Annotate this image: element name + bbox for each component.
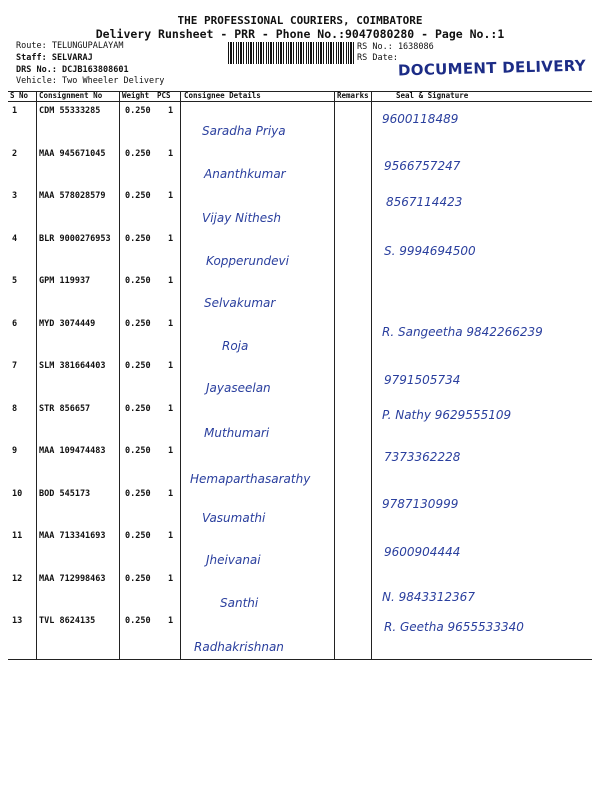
pieces-count: 1 [168,276,174,286]
weight-value: 0.250 [125,191,151,201]
table-row [8,612,592,653]
weight-value: 0.250 [125,106,151,116]
consignee-handwriting: Vijay Nithesh [202,211,282,225]
serial-number: 5 [12,276,18,286]
serial-number: 10 [12,488,23,499]
consignment-number: GPM 119937 [39,276,91,286]
pieces-count: 1 [168,488,174,499]
consignment-number: STR 856657 [39,403,91,414]
col-sno: S No [10,91,29,100]
pieces-count: 1 [168,573,174,584]
table-row [8,570,592,611]
consignment-number: CDM 55333285 [39,106,101,116]
serial-number: 2 [12,148,18,159]
col-consignee: Consignee Details [184,91,261,100]
signature-handwriting: 9566757247 [384,158,461,173]
weight-value: 0.250 [125,148,151,159]
vehicle-label: Vehicle: Two Wheeler Delivery [16,76,165,86]
table-row [8,442,592,486]
signature-handwriting: 9600904444 [384,545,461,559]
consignee-handwriting: Kopperundevi [206,253,289,268]
serial-number: 3 [12,191,18,201]
serial-number: 9 [12,446,18,456]
consignee-handwriting: Jayaseelan [206,381,271,395]
consignee-handwriting: Hemaparthasarathy [190,472,311,486]
weight-value: 0.250 [125,446,151,456]
pieces-count: 1 [168,403,174,414]
col-consignment: Consignment No [39,91,103,100]
table-row [8,230,592,271]
pieces-count: 1 [168,616,174,626]
consignment-number: MYD 3074449 [39,318,96,329]
weight-value: 0.250 [125,403,151,414]
weight-value: 0.250 [125,276,151,286]
col-pcs: PCS [157,91,171,100]
drs-label: DRS No.: DCJB163808601 [16,65,129,75]
pieces-count: 1 [168,318,174,329]
table-row [8,315,592,356]
consignment-number: TVL 8624135 [39,616,96,626]
consignment-number: MAA 109474483 [39,446,106,456]
weight-value: 0.250 [125,616,151,626]
consignee-handwriting: Roja [222,338,249,353]
pieces-count: 1 [168,361,174,371]
consignee-handwriting: Vasumathi [202,510,266,525]
consignment-number: SLM 381664403 [39,361,106,371]
table-row [8,102,592,143]
rs-date: RS Date: [357,53,398,63]
signature-handwriting: 8567114423 [386,195,463,209]
route-label: Route: TELUNGUPALAYAM [16,41,124,51]
signature-handwriting: 9791505734 [384,373,461,387]
weight-value: 0.250 [125,318,151,329]
table-row [8,527,592,568]
serial-number: 7 [12,361,18,371]
weight-value: 0.250 [125,573,151,584]
pieces-count: 1 [168,106,174,116]
weight-value: 0.250 [125,531,151,541]
barcode [228,42,354,64]
consignment-number: MAA 578028579 [39,191,106,201]
pieces-count: 1 [168,191,174,201]
serial-number: 13 [12,616,23,626]
serial-number: 1 [12,106,18,116]
table-row [8,485,592,526]
serial-number: 4 [12,233,18,244]
consignment-number: BOD 545173 [39,488,91,499]
weight-value: 0.250 [125,488,151,499]
col-weight: Weight [122,91,150,100]
company-title: THE PROFESSIONAL COURIERS, COIMBATORE [177,14,423,27]
serial-number: 12 [12,573,23,584]
consignment-number: BLR 9000276953 [39,233,111,244]
signature-handwriting: S. 9994694500 [384,243,476,258]
signature-handwriting: R. Sangeetha 9842266239 [382,324,543,339]
col-signature: Seal & Signature [396,91,469,100]
consignee-handwriting: Selvakumar [204,296,276,310]
consignee-handwriting: Saradha Priya [202,124,286,138]
consignee-handwriting: Santhi [220,595,259,610]
signature-handwriting: 9600118489 [382,112,459,126]
signature-handwriting: P. Nathy 9629555109 [382,407,512,422]
pieces-count: 1 [168,531,174,541]
pieces-count: 1 [168,446,174,456]
consignee-handwriting: Jheivanai [206,553,261,567]
signature-handwriting: 7373362228 [384,450,461,464]
runsheet-subtitle: Delivery Runsheet - PRR - Phone No.:9047080280 - Page No.:1 [95,27,505,41]
consignment-number: MAA 712998463 [39,573,106,584]
weight-value: 0.250 [125,361,151,371]
consignee-handwriting: Muthumari [204,425,270,440]
consignee-handwriting: Ananthkumar [204,166,286,181]
table-row [8,187,592,228]
serial-number: 11 [12,531,23,541]
signature-handwriting: R. Geetha 9655533340 [384,620,524,634]
rs-number: RS No.: 1638086 [357,42,434,52]
pieces-count: 1 [168,148,174,159]
table-row [8,400,592,441]
col-remarks: Remarks [337,91,369,100]
weight-value: 0.250 [125,233,151,244]
table-row [8,357,592,398]
pieces-count: 1 [168,233,174,244]
serial-number: 8 [12,403,18,414]
table-row [8,145,592,186]
consignment-number: MAA 713341693 [39,531,106,541]
document-delivery-stamp: DOCUMENT DELIVERY [397,56,587,80]
table-row [8,272,592,313]
consignment-number: MAA 945671045 [39,148,106,159]
table-bottom-border [8,659,592,660]
staff-label: Staff: SELVARAJ [16,53,93,63]
signature-handwriting: N. 9843312367 [382,589,475,604]
serial-number: 6 [12,318,18,329]
consignee-handwriting: Radhakrishnan [194,640,284,654]
signature-handwriting: 9787130999 [382,496,459,511]
